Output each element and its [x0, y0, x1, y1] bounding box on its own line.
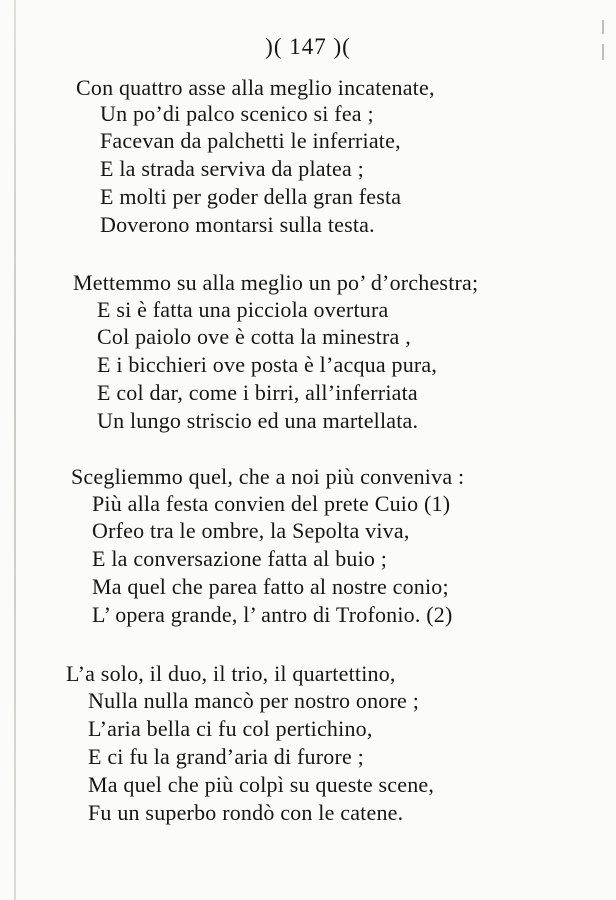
verse-line: Ma quel che più colpì su queste scene, — [88, 772, 435, 797]
page-edge-shadow — [14, 0, 16, 900]
verse-line: Facevan da palchetti le inferriate, — [100, 128, 401, 153]
verse-line: Fu un superbo rondò con le catene. — [88, 800, 404, 825]
verse-line: Un lungo striscio ed una martellata. — [97, 408, 419, 433]
verse-line: L’a solo, il duo, il trio, il quartettino, — [66, 661, 396, 686]
verse-line: Col paiolo ove è cotta la minestra , — [97, 324, 411, 349]
verse-line: E la conversazione fatta al buio ; — [92, 546, 388, 571]
verse-line: Ma quel che parea fatto al nostre conio; — [92, 574, 449, 599]
verse-line: E la strada serviva da platea ; — [100, 156, 364, 181]
verse-line: Orfeo tra le ombre, la Sepolta viva, — [92, 518, 410, 543]
verse-line: E ci fu la grand’aria di furore ; — [88, 744, 364, 769]
verse-line: Un po’di palco scenico si fea ; — [100, 101, 374, 126]
verse-line: L’aria bella ci fu col pertichino, — [88, 716, 373, 741]
verse-line: Doverono montarsi sulla testa. — [100, 212, 375, 237]
verse-line: Più alla festa convien del prete Cuio (1) — [92, 491, 451, 516]
verse-line: E molti per goder della gran festa — [100, 184, 402, 209]
verse-line: Nulla nulla mancò per nostro onore ; — [88, 688, 420, 713]
scan-mark — [602, 20, 604, 34]
verse-line: E i bicchieri ove posta è l’acqua pura, — [97, 352, 438, 377]
verse-line: Mettemmo su alla meglio un po’ d’orchestra; — [73, 270, 479, 295]
verse-line: L’ opera grande, l’ antro di Trofonio. (2) — [92, 602, 453, 627]
verse-line: E si è fatta una picciola overtura — [97, 297, 389, 322]
page-number: )( 147 )( — [265, 34, 351, 59]
verse-line: E col dar, come i birri, all’inferriata — [97, 380, 418, 405]
verse-line: Scegliemmo quel, che a noi più conveniva : — [71, 464, 465, 489]
verse-line: Con quattro asse alla meglio incatenate, — [76, 75, 435, 100]
